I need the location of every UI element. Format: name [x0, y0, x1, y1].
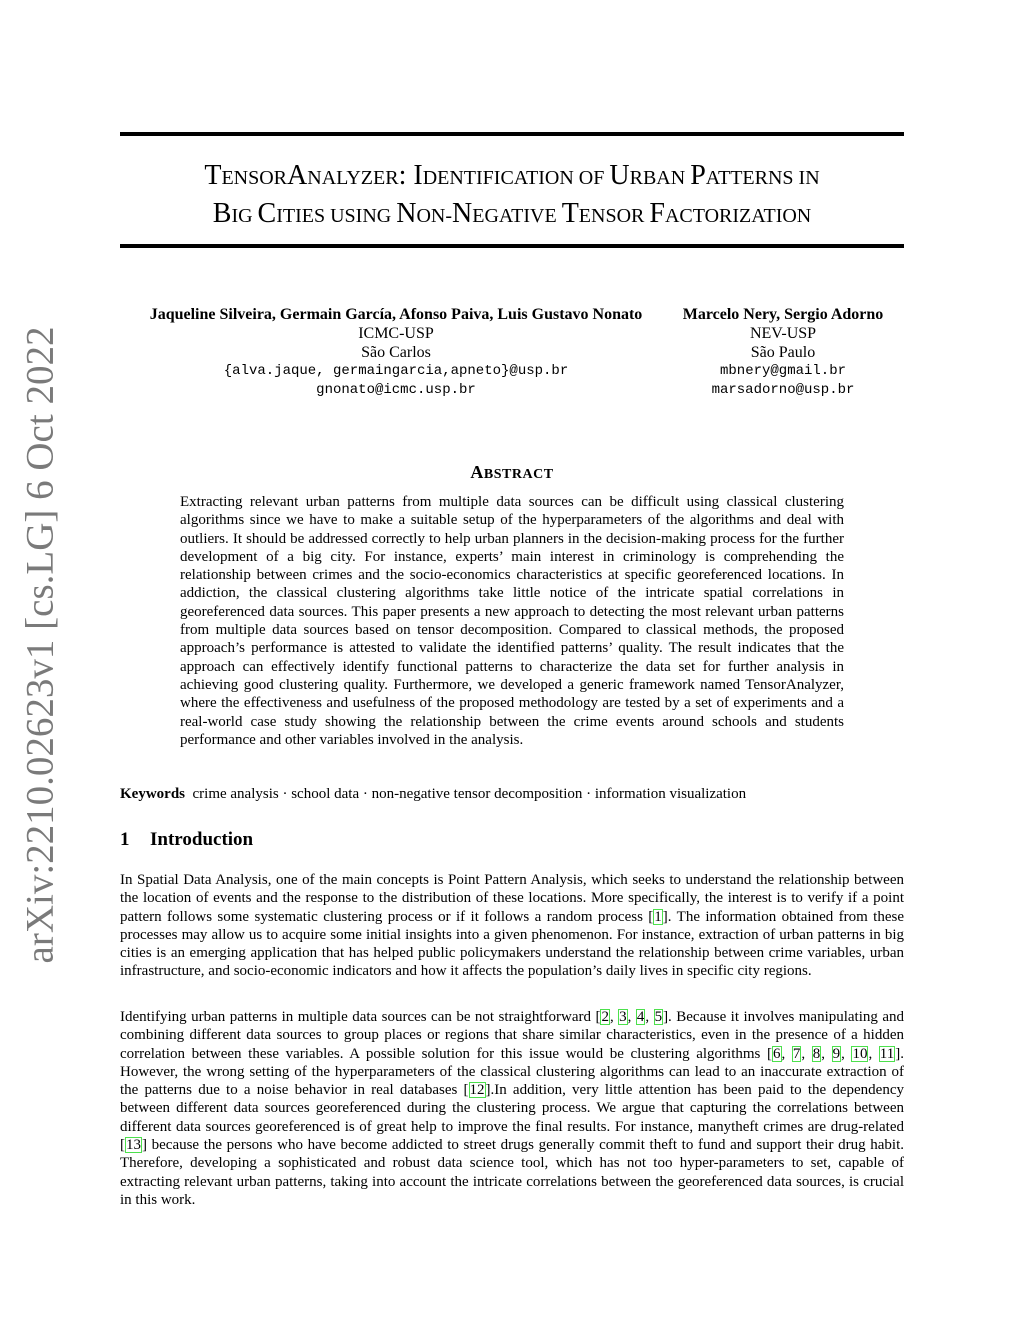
citation-link[interactable]: 11 — [879, 1045, 895, 1062]
citation-link[interactable]: 5 — [654, 1009, 663, 1025]
paper-title-line-2 — [120, 196, 904, 234]
title-smallcaps: ATTERNS IN — [705, 167, 820, 189]
author-group-nev — [668, 305, 898, 400]
title-smallcaps: NALYZER — [307, 167, 399, 189]
paragraph-text: , — [781, 1045, 792, 1062]
keywords-line — [120, 785, 904, 803]
paragraph-text: ]. The information obtained from these processes may allow us to acquire some initial insights into a given phenomenon. For instance, extraction of urban patterns in big cities is an emerging application that has helped public policymakers understand the relationship between crime variables, urban infrastructure, and socio-economic indicators and how it affects the population’s daily lives in specific city regions. — [120, 908, 904, 980]
author-email[interactable]: mbnery@gmail.br — [719, 363, 847, 379]
title-bottom-rule — [120, 244, 904, 248]
title-top-rule — [120, 132, 904, 136]
title-capital: C — [257, 198, 277, 229]
title-capital: F — [649, 198, 665, 229]
title-capital: : I — [398, 160, 423, 191]
section-number: 1 — [120, 829, 130, 850]
title-smallcaps: ON- — [416, 205, 453, 227]
author-email[interactable]: gnonato@icmc.usp.br — [316, 382, 476, 398]
citation-link[interactable]: 13 — [126, 1137, 141, 1154]
author-city: São Carlos — [361, 344, 431, 361]
abstract-heading-cap: A — [470, 462, 484, 482]
title-smallcaps: ACTORIZATION — [664, 205, 812, 227]
abstract-heading-rest: BSTRACT — [483, 467, 554, 482]
title-capital: N — [396, 198, 417, 229]
citation-link[interactable]: 4 — [636, 1009, 645, 1025]
title-capital: B — [212, 198, 232, 229]
paragraph-text: , — [821, 1045, 832, 1062]
author-city: São Paulo — [750, 344, 816, 361]
citation-link[interactable]: 6 — [773, 1045, 781, 1062]
intro-paragraph-1 — [120, 871, 904, 981]
title-capital: A — [287, 160, 308, 191]
citation-link[interactable]: 9 — [832, 1045, 841, 1062]
title-capital: U — [609, 160, 630, 191]
paragraph-text: , — [841, 1045, 852, 1062]
citation-link[interactable]: 7 — [792, 1045, 801, 1062]
author-email[interactable]: marsadorno@usp.br — [711, 382, 855, 398]
paper-title-line-1 — [120, 158, 904, 196]
title-smallcaps: ENSOR — [221, 167, 288, 189]
author-names: Marcelo Nery, Sergio Adorno — [682, 306, 884, 323]
author-group-icmc — [130, 305, 662, 400]
arxiv-identifier-stamp: arXiv:2210.02623v1 [cs.LG] 6 Oct 2022 — [18, 326, 62, 964]
title-smallcaps: DENTIFICATION OF — [422, 167, 610, 189]
paragraph-text: , — [645, 1009, 654, 1025]
title-smallcaps: IG — [231, 205, 258, 227]
paragraph-text: Identifying urban patterns in multiple data sources can be not straightforward [ — [120, 1009, 601, 1025]
keywords-label: Keywords — [120, 786, 185, 802]
title-smallcaps: EGATIVE — [472, 205, 562, 227]
paragraph-text: ]. Because it involves manipulating and combining different data sources to group places or regions that share similar characteristics, even in the presence of a hidden correlation between these variables. A possible solution for this issue would be clustering algorithms [ — [120, 1009, 904, 1062]
title-smallcaps: ITIES USING — [276, 205, 397, 227]
section-heading-introduction — [120, 829, 253, 851]
author-names: Jaqueline Silveira, Germain García, Afonso Paiva, Luis Gustavo Nonato — [149, 306, 643, 323]
paragraph-text: , — [627, 1009, 636, 1025]
intro-paragraph-2 — [120, 1008, 904, 1209]
paragraph-text: In Spatial Data Analysis, one of the main concepts is Point Pattern Analysis, which seeks to understand the relationship between the location of events and the response to the distribution of these locations. More specifically, the interest is to verify if a point pattern follows some systematic clustering process or if it follows a random process [ — [120, 872, 904, 925]
abstract-body: Extracting relevant urban patterns from multiple data sources can be difficult using classical clustering algorithms since we have to make a suitable setup of the hyperparameters of the algorithms and deal with outliers. It should be addressed correctly to help urban planners in the decision-making process for the further development of a big city. For instance, experts’ main interest in criminology is comprehending the relationship between crimes and the socio-economics characteristics at specific georeferenced locations. In addiction, the classical clustering algorithms take little notice of the intricate spatial correlations in georeferenced data sources. This paper presents a new approach to detecting the most relevant urban patterns from multiple data sources based on tensor decomposition. Compared to classical methods, the proposed approach’s performance is attested to validate the identified patterns’ quality. The result indicates that the approach can effectively identify functional patterns to characterize the data set for further analysis in achieving good clustering quality. Furthermore, we developed a generic framework named TensorAnalyzer, where the effectiveness and usefulness of the proposed methodology are tested by a set of experiments and a real-world case study showing the relationship between the crime events around schools and students performance and other variables involved in the analysis. — [180, 494, 844, 748]
citation-link[interactable]: 10 — [852, 1045, 868, 1062]
title-capital: N — [452, 198, 473, 229]
author-email[interactable]: {alva.jaque, germaingarcia,apneto}@usp.br — [223, 363, 569, 379]
citation-link[interactable]: 2 — [601, 1009, 609, 1025]
keywords-list: crime analysis · school data · non-negative tensor decomposition · information visualization — [192, 786, 747, 802]
abstract-heading — [120, 462, 904, 483]
title-capital: P — [690, 160, 706, 191]
paragraph-text: ]. However, the wrong setting of the hyperparameters of the classical clustering algorithms can lead to an inaccurate extraction of the patterns due to a noise behavior in real databases [ — [120, 1045, 904, 1099]
citation-link[interactable]: 1 — [654, 908, 662, 925]
paragraph-text: , — [609, 1009, 619, 1025]
paper-title — [120, 158, 904, 234]
citation-link[interactable]: 3 — [619, 1009, 627, 1025]
section-title: Introduction — [150, 829, 254, 850]
author-affiliation: ICMC-USP — [358, 325, 434, 342]
citation-link[interactable]: 12 — [469, 1082, 485, 1099]
paragraph-text: ] because the persons who have become addicted to street drugs generally commit theft to fund and support their drug habit. Therefore, developing a sophisticated and robust data science tool, which has not too hyper-parameters to set, capable of extracting relevant urban patterns, taking into account the intricate correlations between the georeferenced data sources, is crucial in this work. — [120, 1137, 904, 1208]
title-capital: T — [561, 198, 579, 229]
citation-link[interactable]: 8 — [812, 1045, 821, 1062]
title-capital: T — [204, 160, 222, 191]
paragraph-text: , — [868, 1045, 879, 1062]
title-smallcaps: RBAN — [629, 167, 691, 189]
title-smallcaps: ENSOR — [578, 205, 650, 227]
paragraph-text: , — [801, 1045, 812, 1062]
author-affiliation: NEV-USP — [749, 325, 817, 342]
paragraph-text: ].In addition, very little attention has been paid to the dependency between different data sources georeferenced during the clustering process. We argue that capturing the correlations between different data sources georeferenced is of great help to improve the final results. For instance, manytheft crimes are drug-related [ — [120, 1082, 904, 1154]
